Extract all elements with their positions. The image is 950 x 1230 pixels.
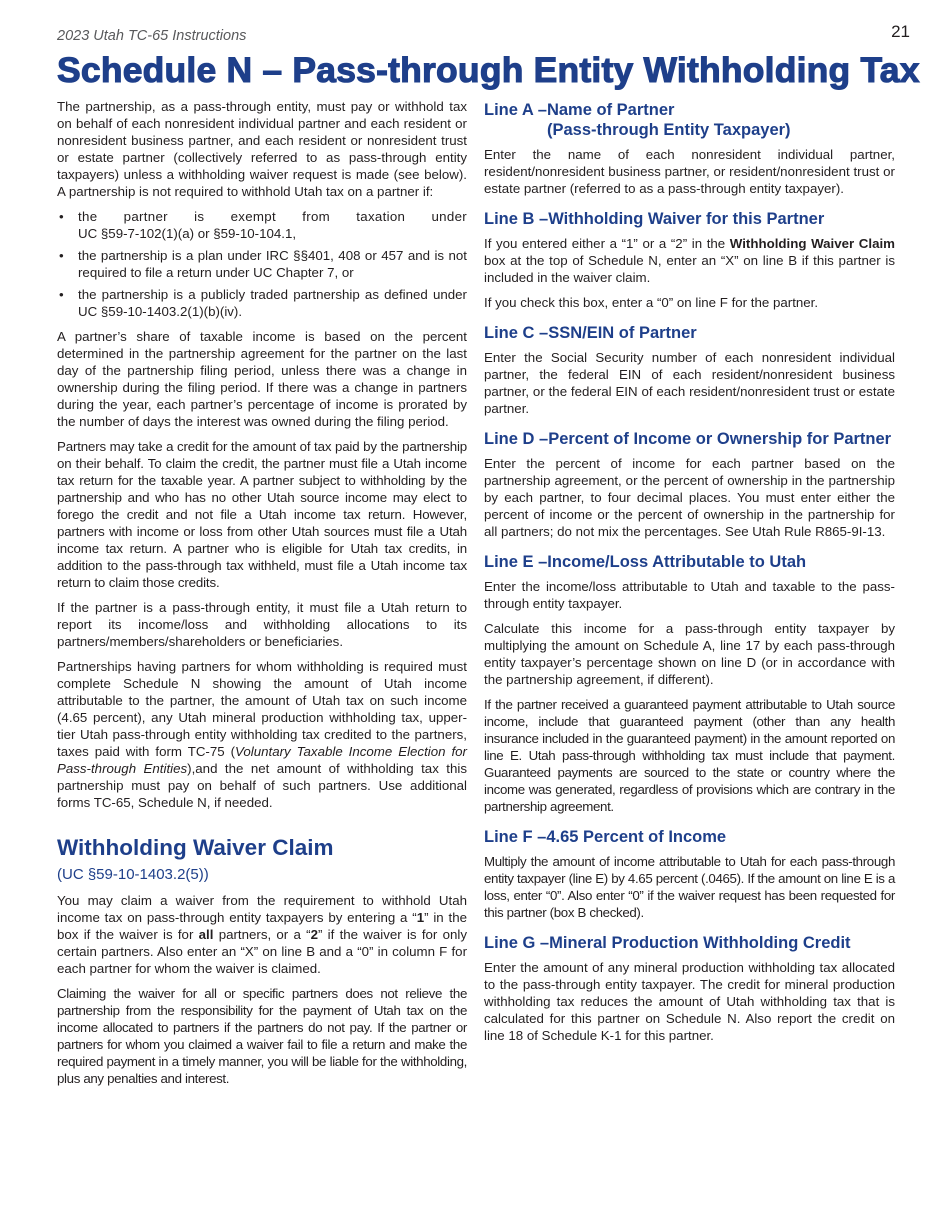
line-d-body: Enter the percent of income for each partner based on the partnership agreement, or the percent of ownership in the partnership by each partner, to four decimal places. You must enter either the percent of income or the percent of ownership in the partnership for all partners; do not mix the percentages. See Utah Rule R865-9I-13. (484, 456, 895, 539)
page-number: 21 (891, 22, 910, 41)
line-label: Line D – (484, 430, 549, 448)
exemption-list (57, 208, 467, 320)
text-run: ),and the net amount of withholding tax this partnership must pay on behalf of such partners. Use additional forms TC-65, Schedule N, if needed. (57, 761, 467, 810)
schedule-paragraph (57, 658, 467, 811)
line-label: Line G – (484, 934, 550, 952)
list-item (57, 208, 467, 242)
passthrough-paragraph: If the partner is a pass-through entity, it must file a Utah return to report its income/loss and withholding allocations to its partners/members/shareholders or beneficiaries. (57, 600, 467, 649)
line-label: Line E – (484, 553, 548, 571)
value-one: 1 (416, 910, 425, 925)
line-b-body (484, 235, 895, 286)
emphasis-all: all (198, 927, 214, 942)
line-title (547, 100, 895, 140)
line-a-body: Enter the name of each nonresident individual partner, resident/nonresident business partner, or resident/nonresident trust or estate partner (referred to as a pass-through entity taxpayer). (484, 147, 895, 196)
list-item: • the partnership is a plan under IRC §§401, 408 or 457 and is not required to file a return under UC Chapter 7, or (57, 247, 467, 281)
line-c-heading (484, 323, 895, 343)
left-column (57, 98, 467, 1095)
waiver-liability-paragraph: Claiming the waiver for all or specific partners does not relieve the partnership from the responsibility for the payment of Utah tax on the income allocated to partners if the partners do not pay. If the partner or partners for whom you claimed a waiver fail to file a return and make the required payment in a timely manner, you will be liable for the withholding, plus any penalties and interest. (57, 986, 467, 1086)
document-label: 2023 Utah TC-65 Instructions (57, 28, 247, 44)
text-run: partners, or a “ (213, 927, 311, 942)
line-d-heading (484, 429, 895, 449)
line-c-body: Enter the Social Security number of each nonresident individual partner, the federal EIN of each resident/nonresident business partner, or the federal EIN of each resident/nonresident trust or estate partner. (484, 350, 895, 416)
waiver-citation: (UC §59-10-1403.2(5)) (57, 866, 209, 883)
text-run: ” in the box if the waiver is for (57, 910, 468, 942)
line-label: Line C – (484, 324, 549, 342)
line-f-heading (484, 827, 895, 847)
list-item-text: UC §59-7-102(1)(a) or §59-10-104.1, (78, 226, 297, 241)
text-run: You may claim a waiver from the requirement to withhold Utah income tax on pass-through entity taxpayers by entering a “ (57, 893, 467, 925)
value-two: 2 (310, 927, 318, 942)
line-g-heading (484, 933, 895, 953)
line-e-body: Calculate this income for a pass-through entity taxpayer by multiplying the amount on Schedule A, line 17 by each pass-through entity taxpayer’s percentage shown on line D (or in accordance with the partnership agreement, if different). (484, 621, 895, 687)
line-title-text: (Pass-through Entity Taxpayer) (546, 121, 791, 139)
waiver-heading: Withholding Waiver Claim (57, 835, 334, 860)
text-run: box at the top of Schedule N, enter an “X” on line B if this partner is included in the waiver claim. (484, 253, 895, 285)
line-e-body: If the partner received a guaranteed payment attributable to Utah source income, include that guaranteed payment (other than any health insurance included in the guaranteed payment) in the amount reported on line E. Utah pass-through withholding tax must include that payment. Guaranteed payments are sourced to the state or country where the income was generated, regardless of provisions which are contrary in the partnership agreement. (484, 697, 895, 814)
credit-paragraph: Partners may take a credit for the amount of tax paid by the partnership on their behalf. To claim the credit, the partner must file a Utah income tax return for the taxable year. A partner subject to withholding by the partnership and who has no other Utah source income may elect to forego the credit and not file a Utah income tax return. However, partners with income or loss from other Utah sources must file a Utah income tax return. A partner who is eligible for Utah tax credits, in addition to the pass-through tax withheld, must file a Utah income tax return to claim those credits. (57, 439, 467, 590)
line-title: SSN/EIN of Partner (548, 324, 697, 342)
line-e-body: Enter the income/loss attributable to Utah and taxable to the pass-through entity taxpayer. (484, 579, 895, 611)
intro-paragraph: The partnership, as a pass-through entity, must pay or withhold tax on behalf of each nonresident individual partner and each resident or nonresident business partner, and each resident or nonresident trust or estate partner (collectively referred to as pass-through entity taxpayers) unless a withholding waiver request is made (see below). A partnership is not required to withhold Utah tax on a partner if: (57, 99, 467, 199)
box-name: Withholding Waiver Claim (729, 236, 896, 251)
list-item-text: • the partner is exempt from taxation under (78, 209, 467, 224)
line-label: Line A – (484, 101, 547, 119)
form-name: Voluntary Taxable Income Election for Pass-through Entities (57, 744, 467, 776)
list-item: • the partnership is a publicly traded partnership as defined under UC §59-10-1403.2(1)(b)(iv). (57, 286, 467, 320)
line-label: Line B – (484, 210, 549, 228)
page-header (57, 22, 912, 46)
text-run: Partnerships having partners for whom withholding is required must complete Schedule N showing the amount of Utah income attributable to the partner, the amount of Utah tax on such income (4.65 percent), any Utah mineral production withholding tax, upper-tier Utah pass-through entity withholding tax credited to the partners, taxes paid with form TC-75 ( (57, 659, 467, 759)
line-title: Mineral Production Withholding Credit (549, 934, 851, 952)
line-f-body: Multiply the amount of income attributable to Utah for each pass-through entity taxpayer (line E) by 4.65 percent (.0465). If the amount on line E is a loss, enter “0”. Also enter “0” if the waiver request has been requested for this partner (box B checked). (484, 854, 895, 920)
line-label: Line F – (484, 828, 547, 846)
line-e-heading (484, 552, 895, 572)
line-title: Withholding Waiver for this Partner (548, 210, 825, 228)
line-title: Percent of Income or Ownership for Partner (548, 430, 892, 448)
line-title-text: Name of Partner (546, 101, 675, 119)
waiver-paragraph (57, 892, 467, 977)
line-a-heading (484, 100, 895, 140)
text-run: If you entered either a “1” or a “2” in the (484, 236, 730, 251)
page-title: Schedule N – Pass-through Entity Withholding Tax (57, 50, 920, 90)
line-g-body: Enter the amount of any mineral production withholding tax allocated to the pass-through entity taxpayer. The credit for mineral production withholding tax reduces the amount of Utah withholding tax that is calculated for this partner on Schedule N. Also report the credit on line 18 of Schedule K-1 for this partner. (484, 960, 895, 1043)
line-title: Income/Loss Attributable to Utah (547, 553, 807, 571)
line-title: 4.65 Percent of Income (546, 828, 727, 846)
line-b-heading (484, 209, 895, 229)
right-column (484, 98, 895, 1052)
share-paragraph: A partner’s share of taxable income is based on the percent determined in the partnership agreement for the partner on the last day of the partnership filing period, unless there was a change in ownership during the filing period. If there was a change in partners during the year, each partner’s percentage of income is prorated by the number of days the interest was owned during the filing period. (57, 329, 467, 429)
line-b-note: If you check this box, enter a “0” on line F for the partner. (484, 295, 819, 310)
text-run: ” if the waiver is for only certain partners. Also enter an “X” on line B and a “0” in column F for each partner for whom the waiver is claimed. (57, 927, 467, 976)
